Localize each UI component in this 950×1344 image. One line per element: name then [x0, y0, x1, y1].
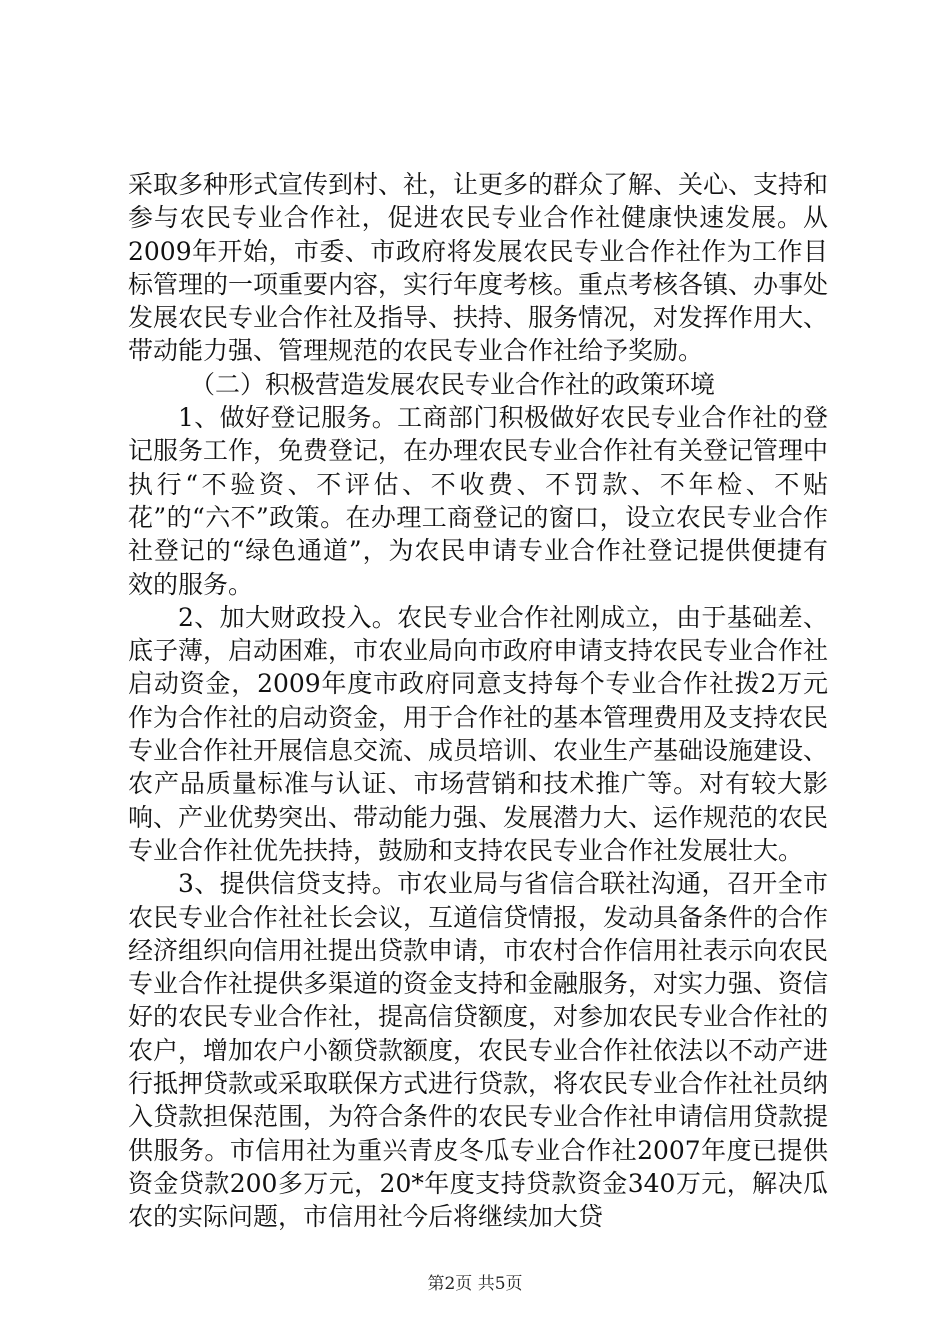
paragraph-registration-service: 1、做好登记服务。工商部门积极做好农民专业合作社的登记服务工作，免费登记，在办理农民专业合作社有关登记管理中执行“不验资、不评估、不收费、不罚款、不年检、不贴花”的“六不”政策。在办理工商登记的窗口，设立农民专业合作社登记的“绿色通道”，为农民申请专业合作社登记提供便捷有效的服务。: [128, 403, 829, 599]
page-footer: 第2页 共5页: [427, 1274, 523, 1294]
section-heading: （二）积极营造发展农民专业合作社的政策环境: [190, 369, 716, 399]
document-body: [128, 168, 828, 1234]
paragraph-fiscal-investment: 2、加大财政投入。农民专业合作社刚成立，由于基础差、底子薄，启动困难，市农业局向市政府申请支持农民专业合作社启动资金，2009年度市政府同意支持每个专业合作社拨2万元作为合作社的启动资金，用于合作社的基本管理费用及支持农民专业合作社开展信息交流、成员培训、农业生产基础设施建设、农产品质量标准与认证、市场营销和技术推广等。对有较大影响、产业优势突出、带动能力强、发展潜力大、运作规范的农民专业合作社优先扶持，鼓励和支持农民专业合作社发展壮大。: [128, 602, 829, 865]
paragraph-continuation: 采取多种形式宣传到村、社，让更多的群众了解、关心、支持和参与农民专业合作社，促进农民专业合作社健康快速发展。从2009年开始，市委、市政府将发展农民专业合作社作为工作目标管理的一项重要内容，实行年度考核。重点考核各镇、办事处发展农民专业合作社及指导、扶持、服务情况，对发挥作用大、带动能力强、管理规范的农民专业合作社给予奖励。: [128, 170, 829, 366]
paragraph-credit-support: 3、提供信贷支持。市农业局与省信合联社沟通，召开全市农民专业合作社社长会议，互道信贷情报，发动具备条件的合作经济组织向信用社提出贷款申请，市农村合作信用社表示向农民专业合作社提供多渠道的资金支持和金融服务，对实力强、资信好的农民专业合作社，提高信贷额度，对参加农民专业合作社的农户，增加农户小额贷款额度，农民专业合作社依法以不动产进行抵押贷款或采取联保方式进行贷款，将农民专业合作社社员纳入贷款担保范围，为符合条件的农民专业合作社申请信用贷款提供服务。市信用社为重兴青皮冬瓜专业合作社2007年度已提供资金贷款200多万元，20*年度支持贷款资金340万元，解决瓜农的实际问题，市信用社今后将继续加大贷: [128, 869, 829, 1232]
